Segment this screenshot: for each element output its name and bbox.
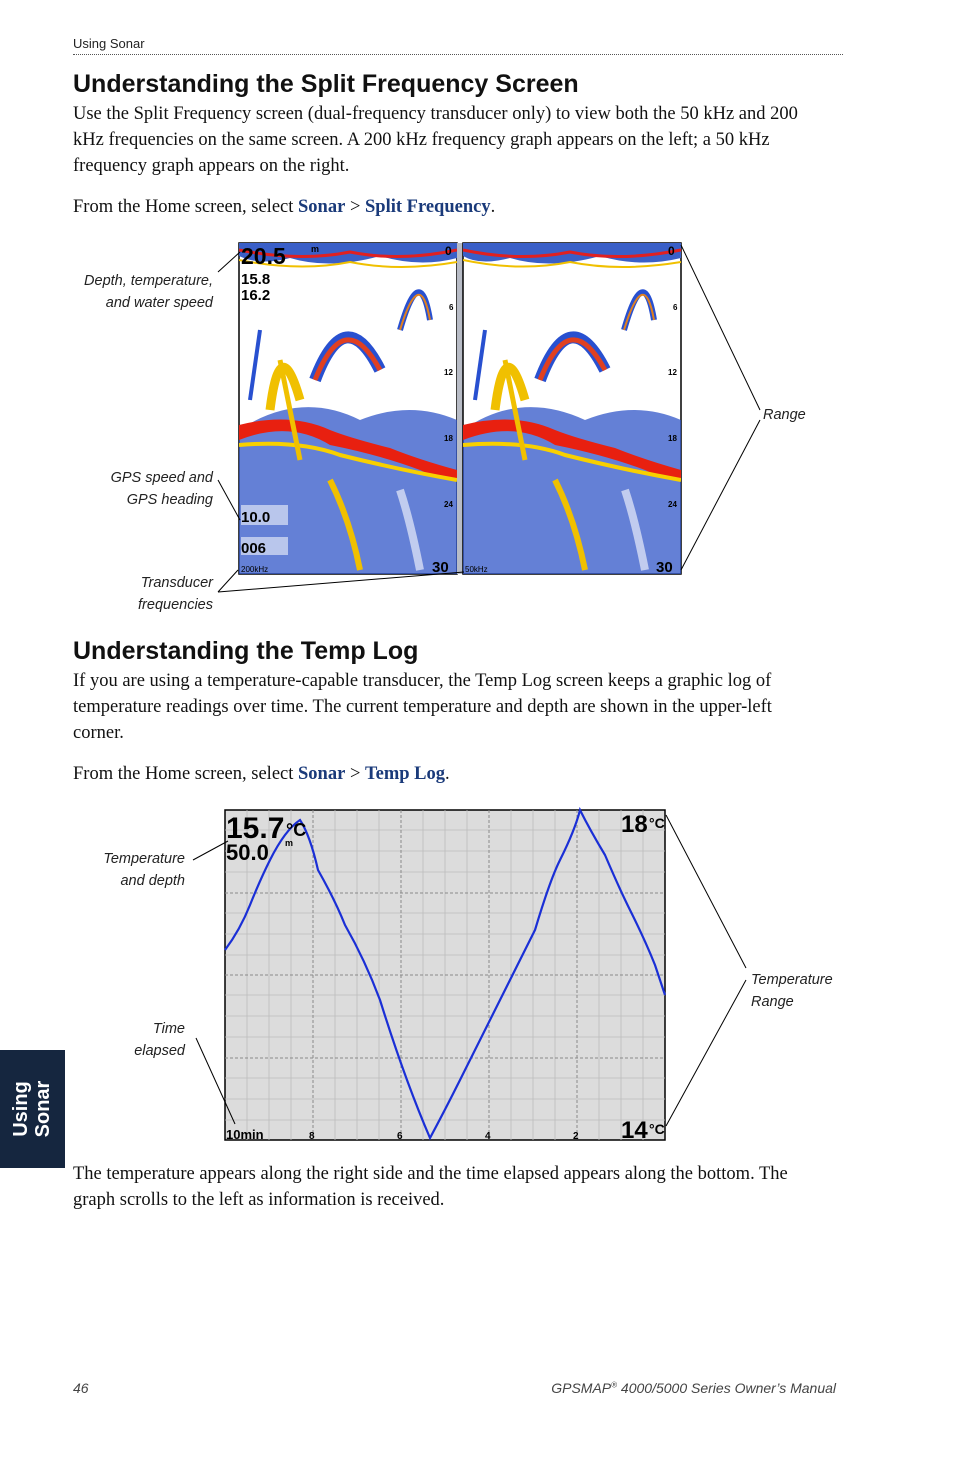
range-tick: 12: [668, 368, 677, 377]
callout-temperature-range: [751, 969, 833, 1013]
range-bottom-label: 14: [621, 1117, 648, 1144]
callout-line: Time: [152, 1021, 185, 1037]
range-top-unit: °C: [649, 815, 665, 831]
callout-line: Temperature: [103, 851, 185, 867]
range-bottom-unit: °C: [649, 1121, 665, 1137]
time-tick: 8: [309, 1131, 315, 1142]
instruction-end: .: [445, 764, 450, 784]
callout-line: and depth: [120, 873, 185, 889]
frequency-label-200khz: 200kHz: [241, 565, 269, 574]
manual-title: [520, 1380, 836, 1396]
side-tab-line: Sonar: [32, 1080, 54, 1138]
water-speed-readout: 16.2: [241, 287, 271, 304]
time-tick: 2: [573, 1131, 579, 1142]
callout-line: frequencies: [138, 597, 213, 613]
closing-paragraph: [73, 1161, 843, 1213]
instruction-text: From the Home screen, select: [73, 764, 299, 784]
sonar-menu-reference: Sonar: [298, 764, 346, 784]
range-top-label: 18: [621, 811, 648, 838]
side-tab-label: [10, 1081, 54, 1138]
range-tick: 24: [444, 500, 453, 509]
time-tick: 6: [397, 1131, 403, 1142]
temp-log-menu-reference: Temp Log: [365, 764, 446, 784]
range-tick: 0: [445, 244, 452, 258]
callout-line: Depth, temperature,: [84, 273, 213, 289]
body-line: The temperature appears along the right side and the time elapsed appears along the bottom. The: [73, 1164, 788, 1184]
depth-readout: 50.0: [226, 840, 269, 865]
callout-line: Range: [751, 994, 794, 1010]
menu-separator: >: [345, 197, 365, 217]
callout-line: GPS heading: [126, 492, 213, 508]
split-frequency-menu-reference: Split Frequency: [365, 197, 491, 217]
body-line: kHz frequencies on the same screen. A 200 kHz frequency graph appears on the left; a 50 kHz: [73, 130, 770, 150]
manual-title-prefix: GPSMAP: [551, 1380, 612, 1396]
callout-line: GPS speed and: [110, 470, 213, 486]
instruction-end: .: [490, 197, 496, 217]
range-tick: 24: [668, 500, 677, 509]
callout-range: Range: [763, 407, 806, 423]
callout-line: Temperature: [751, 972, 833, 988]
temperature-unit: °C: [286, 820, 307, 840]
body-line: graph scrolls to the left as information is received.: [73, 1190, 445, 1210]
sonar-menu-reference: Sonar: [298, 197, 346, 217]
callout-temperature-depth: [40, 848, 185, 892]
range-tick: 30: [656, 559, 673, 576]
range-tick: 0: [668, 244, 675, 258]
instruction-text: From the Home screen, select: [73, 197, 299, 217]
section-side-tab: [0, 1050, 65, 1168]
frequency-label-50khz: 50kHz: [465, 565, 488, 574]
range-tick: 12: [444, 368, 453, 377]
range-tick: 30: [432, 559, 449, 576]
range-tick: 18: [444, 434, 453, 443]
body-line: temperature readings over time. The current temperature and depth are shown in the upper-left: [73, 697, 772, 717]
body-line: corner.: [73, 723, 124, 743]
running-head: Using Sonar: [73, 36, 145, 51]
range-tick: 18: [668, 434, 677, 443]
depth-readout: 20.5: [241, 243, 286, 269]
section-title-temp-log: Understanding the Temp Log: [73, 637, 419, 665]
callout-line: elapsed: [134, 1043, 185, 1059]
side-tab-line: Using: [10, 1081, 32, 1137]
body-line: frequency graph appears on the right.: [73, 156, 350, 176]
time-elapsed-label: 10min: [226, 1127, 264, 1142]
depth-unit: m: [311, 244, 320, 254]
callout-line: Transducer: [140, 575, 213, 591]
registered-mark: ®: [611, 1380, 618, 1390]
time-tick: 4: [485, 1131, 491, 1142]
manual-title-suffix: 4000/5000 Series Owner’s Manual: [617, 1380, 836, 1396]
range-tick: 6: [673, 303, 678, 312]
menu-separator: >: [345, 764, 365, 784]
gps-heading-readout: 006: [241, 540, 267, 557]
body-line: Use the Split Frequency screen (dual-frequency transducer only) to view both the 50 kHz and 200: [73, 104, 798, 124]
section-title-split-frequency: Understanding the Split Frequency Screen: [73, 70, 579, 98]
gps-speed-readout: 10.0: [241, 509, 271, 526]
page-number: 46: [73, 1380, 89, 1396]
callout-line: and water speed: [105, 295, 213, 311]
temperature-readout: 15.7: [226, 812, 285, 845]
depth-unit: m: [285, 838, 294, 848]
body-line: If you are using a temperature-capable transducer, the Temp Log screen keeps a graphic log of: [73, 671, 772, 691]
temperature-readout: 15.8: [241, 271, 271, 288]
range-tick: 6: [449, 303, 454, 312]
